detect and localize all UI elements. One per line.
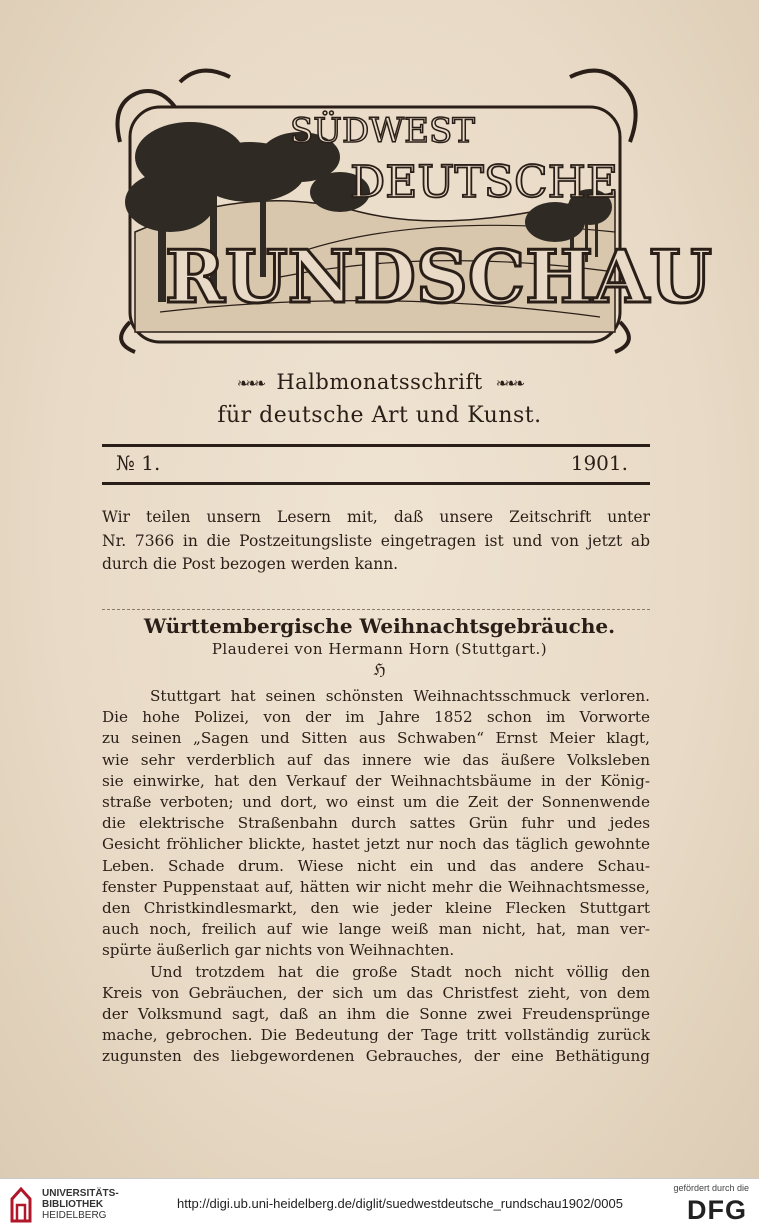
masthead-line3: RUNDSCHAU bbox=[165, 234, 712, 319]
body-line: die elektrische Straßenbahn durch sattes Grün fuhr und jedes bbox=[102, 814, 650, 833]
article-ornament: ℌ bbox=[373, 660, 386, 679]
body-line: Leben. Schade drum. Wiese nicht ein und das andere Schau- bbox=[102, 856, 650, 875]
notice-line: durch die Post bezogen werden kann. bbox=[102, 555, 399, 573]
body-line: Gesicht fröhlicher blickte, hastet jetzt nur noch das täglich gewohnte bbox=[102, 835, 650, 854]
subscription-notice bbox=[102, 506, 650, 577]
body-line: Und trotzdem hat die große Stadt noch nicht völlig den bbox=[150, 962, 650, 981]
notice-line: Nr. 7366 in die Postzeitungsliste eingetragen ist und von jetzt ab bbox=[102, 531, 650, 550]
library-name-line3: HEIDELBERG bbox=[42, 1210, 107, 1221]
body-line: den Christkindlesmarkt, den wie jeder kleine Flecken Stuttgart bbox=[102, 899, 650, 918]
body-line: auch noch, freilich auf wie lange weiß man nicht, hat, man ver- bbox=[102, 920, 650, 939]
body-line: Kreis von Gebräuchen, der sich um das Christfest zieht, von dem bbox=[102, 983, 650, 1002]
funded-by-label: gefördert durch die bbox=[673, 1183, 749, 1193]
body-line: sie einwirke, hat den Verkauf der Weihnachtsbäume in der König- bbox=[102, 771, 650, 790]
article-body bbox=[102, 686, 650, 1068]
library-name-line2: BIBLIOTHEK bbox=[42, 1199, 104, 1210]
issue-number: № 1. bbox=[116, 451, 161, 475]
body-line: zu seinen „Sagen und Sitten aus Schwaben“ Ernst Meier klagt, bbox=[102, 729, 650, 748]
masthead-line2: DEUTSCHE bbox=[350, 157, 619, 208]
notice-line: Wir teilen unsern Lesern mit, daß unsere Zeitschrift unter bbox=[102, 508, 650, 526]
library-name-line1: UNIVERSITÄTS- bbox=[42, 1188, 119, 1199]
body-line: mache, gebrochen. Die Bedeutung der Tage tritt vollständig zurück bbox=[102, 1026, 650, 1045]
body-line: fenster Puppenstaat auf, hätten wir nicht mehr die Weihnachtsmesse, bbox=[102, 877, 650, 896]
permalink-url[interactable]: http://digi.ub.uni-heidelberg.de/diglit/suedwestdeutsche_rundschau1902/0005 bbox=[177, 1196, 623, 1211]
divider bbox=[102, 609, 650, 610]
body-line: spürte äußerlich gar nichts von Weihnachten. bbox=[102, 941, 455, 960]
library-name[interactable] bbox=[42, 1188, 119, 1221]
article-byline: Plauderei von Hermann Horn (Stuttgart.) bbox=[211, 640, 548, 658]
ornament-left-icon: ❧❧❧ bbox=[236, 375, 264, 392]
issue-line bbox=[102, 451, 650, 481]
body-line: straße verboten; und dort, wo einst um die Zeit der Sonnenwende bbox=[102, 793, 650, 812]
body-line: wie sehr verderblich auf das innere wie das äußere Volksleben bbox=[102, 750, 650, 769]
body-line: Stuttgart hat seinen schönsten Weihnachtsschmuck verloren. bbox=[150, 687, 650, 705]
issue-year: 1901. bbox=[570, 451, 628, 475]
body-line: der Volksmund sagt, daß an ihm die Sonne zwei Freudensprünge bbox=[102, 1005, 650, 1024]
body-line: Die hohe Polizei, von der im Jahre 1852 schon im Vorworte bbox=[102, 708, 650, 727]
bottom-rule bbox=[102, 482, 650, 485]
university-library-logo-icon bbox=[8, 1185, 34, 1225]
masthead-landscape-image bbox=[100, 62, 712, 362]
masthead-line1: SÜDWEST bbox=[290, 111, 475, 151]
subtitle-line2: für deutsche Art und Kunst. bbox=[217, 403, 542, 428]
masthead-illustration bbox=[100, 62, 712, 362]
dfg-logo[interactable]: DFG bbox=[687, 1195, 747, 1225]
article-title: Württembergische Weihnachtsgebräuche. bbox=[143, 614, 616, 638]
top-rule bbox=[102, 444, 650, 447]
subtitle-line1 bbox=[0, 370, 759, 394]
body-line: zugunsten des liebgewordenen Gebrauches, der eine Bethätigung bbox=[102, 1047, 650, 1066]
ornament-right-icon: ❧❧❧ bbox=[495, 375, 523, 392]
viewer-footer bbox=[0, 1178, 759, 1231]
subtitle-text: Halbmonatsschrift bbox=[276, 370, 483, 394]
